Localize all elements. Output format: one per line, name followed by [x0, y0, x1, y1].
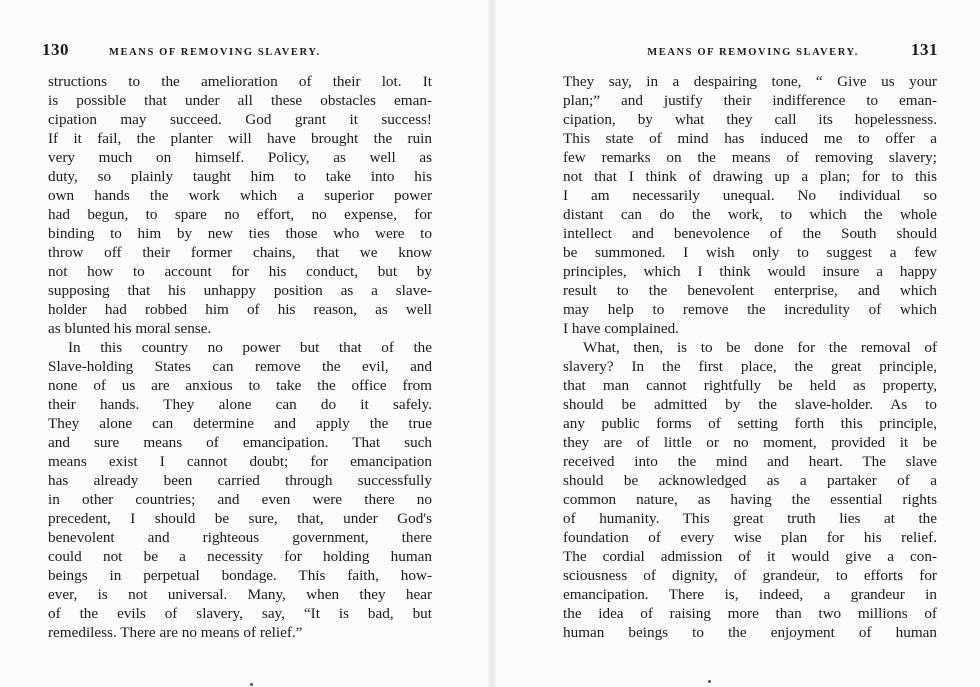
right-page	[496, 0, 980, 687]
text-line: few remarks on the means of removing slavery;	[563, 149, 937, 166]
text-line: that man cannot rightfully be held as property,	[563, 377, 937, 394]
text-line: ever, is not universal. Many, when they hear	[48, 586, 432, 603]
text-line: their hands. They alone can do it safely.	[48, 396, 432, 413]
text-line: the idea of raising more than two millions of	[563, 605, 937, 622]
text-line: not how to account for his conduct, but by	[48, 263, 432, 280]
text-line: could not be a necessity for holding human	[48, 548, 432, 565]
text-line: They alone can determine and apply the true	[48, 415, 432, 432]
text-line: received into the mind and heart. The slave	[563, 453, 937, 470]
text-line: and sure means of emancipation. That such	[48, 434, 432, 451]
text-line: precedent, I should be sure, that, under God's	[48, 510, 432, 527]
text-line: slavery? In the first place, the great principle,	[563, 358, 937, 375]
text-line: holder had robbed him of his reason, as well	[48, 301, 432, 318]
text-line: Slave-holding States can remove the evil, and	[48, 358, 432, 375]
text-line: be summoned. I wish only to suggest a few	[563, 244, 937, 261]
text-line: The cordial admission of it would give a con-	[563, 548, 937, 565]
text-line: principles, which I think would insure a happy	[563, 263, 937, 280]
text-line: emancipation. There is, indeed, a grandeur in	[563, 586, 937, 603]
text-line: very much on himself. Policy, as well as	[48, 149, 432, 166]
text-line: beings in perpetual bondage. This faith, how-	[48, 567, 432, 584]
text-line: foundation of every wise plan for his relief.	[563, 529, 937, 546]
text-line: human beings to the enjoyment of human	[563, 624, 937, 641]
text-line: supposing that his unhappy position as a slave-	[48, 282, 432, 299]
text-line: result to the benevolent enterprise, and which	[563, 282, 937, 299]
text-line: sciousness of dignity, of grandeur, to efforts for	[563, 567, 937, 584]
text-line: If it fail, the planter will have brought the ruin	[48, 130, 432, 147]
right-page-body	[563, 72, 937, 642]
text-line: they are of little or no moment, provided it be	[563, 434, 937, 451]
left-page-number: 130	[42, 40, 69, 59]
text-line: In this country no power but that of the	[68, 339, 432, 356]
text-line: means exist I cannot doubt; for emancipation	[48, 453, 432, 470]
text-line: of the evils of slavery, say, “It is bad, but	[48, 605, 432, 622]
text-line: is possible that under all these obstacles eman-	[48, 92, 432, 109]
text-line: What, then, is to be done for the removal of	[583, 339, 937, 356]
text-line: throw off their former chains, that we know	[48, 244, 432, 261]
text-line: of humanity. This great truth lies at the	[563, 510, 937, 527]
text-line: may help to remove the incredulity of which	[563, 301, 937, 318]
left-running-head: MEANS OF REMOVING SLAVERY.	[109, 47, 321, 58]
text-line: should be acknowledged as a partaker of a	[563, 472, 937, 489]
book-gutter	[488, 0, 496, 687]
text-line: remediless. There are no means of relief.”	[48, 624, 303, 641]
right-page-number: 131	[911, 40, 938, 59]
text-line: as blunted his moral sense.	[48, 320, 212, 337]
text-line: intellect and benevolence of the South should	[563, 225, 937, 242]
text-line: duty, so plainly taught him to take into his	[48, 168, 432, 185]
left-page-body	[48, 72, 432, 642]
text-line: This state of mind has induced me to offer a	[563, 130, 937, 147]
text-line: plan;” and justify their indifference to eman-	[563, 92, 937, 109]
text-line: not that I think of drawing up a plan; for to this	[563, 168, 937, 185]
text-line: They say, in a despairing tone, “ Give us your	[563, 73, 937, 90]
text-line: own hands the work which a superior power	[48, 187, 432, 204]
text-line: benevolent and righteous government, there	[48, 529, 432, 546]
text-line: distant can do the work, to which the whole	[563, 206, 937, 223]
print-speck	[250, 683, 253, 686]
text-line: had begun, to spare no effort, no expense, for	[48, 206, 432, 223]
text-line: none of us are anxious to take the office from	[48, 377, 432, 394]
text-line: cipation, by what they call its hopelessness.	[563, 111, 937, 128]
text-line: common nature, as having the essential rights	[563, 491, 937, 508]
text-line: in other countries; and even were there no	[48, 491, 432, 508]
text-line: should be admitted by the slave-holder. As to	[563, 396, 937, 413]
text-line: I am necessarily unequal. No individual so	[563, 187, 937, 204]
text-line: I have complained.	[563, 320, 679, 337]
left-page	[0, 0, 488, 687]
text-line: structions to the amelioration of their lot. It	[48, 73, 432, 90]
text-line: binding to him by new ties those who were to	[48, 225, 432, 242]
right-page-header	[560, 40, 938, 60]
left-page-header	[42, 40, 438, 60]
text-line: cipation may succeed. God grant it success!	[48, 111, 432, 128]
text-line: any public forms of setting forth this principle,	[563, 415, 937, 432]
text-line: has already been carried through successfully	[48, 472, 432, 489]
print-speck	[708, 680, 711, 683]
right-running-head: MEANS OF REMOVING SLAVERY.	[647, 47, 859, 58]
